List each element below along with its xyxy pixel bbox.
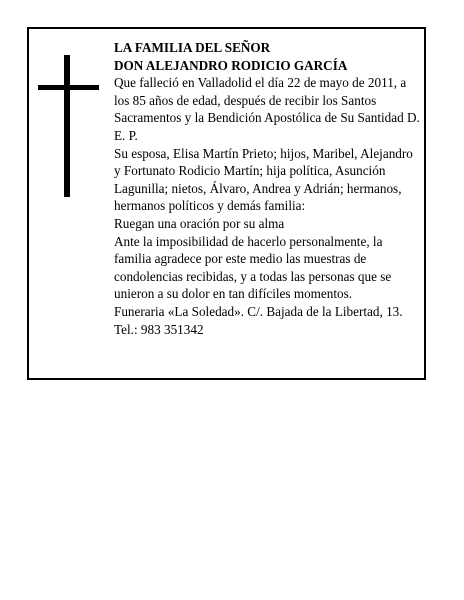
funeral-home-contact: Funeraria «La Soledad». C/. Bajada de la Libertad, 13. Tel.: 983 351342	[114, 303, 403, 337]
death-announcement: Que falleció en Valladolid el día 22 de mayo de 2011, a los 85 años de edad, después de recibir los Santos Sacramentos y la Bendición Apostólica de Su Santidad D. E. P.	[114, 75, 420, 143]
cross-vertical-bar	[64, 55, 70, 197]
prayer-request: Ruegan una oración por su alma	[114, 215, 285, 231]
heading-deceased-name: DON ALEJANDRO RODICIO GARCÍA	[114, 57, 348, 73]
cross-icon	[38, 55, 99, 197]
cross-horizontal-bar	[38, 85, 99, 90]
family-members: Su esposa, Elisa Martín Prieto; hijos, Maribel, Alejandro y Fortunato Rodicio Martín; hija política, Asunción Lagunilla; nietos, Álvaro, Andrea y Adrián; hermanos, hermanos políticos y demás familia:	[114, 145, 413, 214]
obituary-text	[114, 39, 422, 338]
heading-family: LA FAMILIA DEL SEÑOR	[114, 40, 271, 55]
acknowledgement: Ante la imposibilidad de hacerlo personalmente, la familia agradece por este medio las muestras de condolencias recibidas, y a todas las personas que se unieron a su dolor en tan difíciles momentos.	[114, 233, 392, 302]
